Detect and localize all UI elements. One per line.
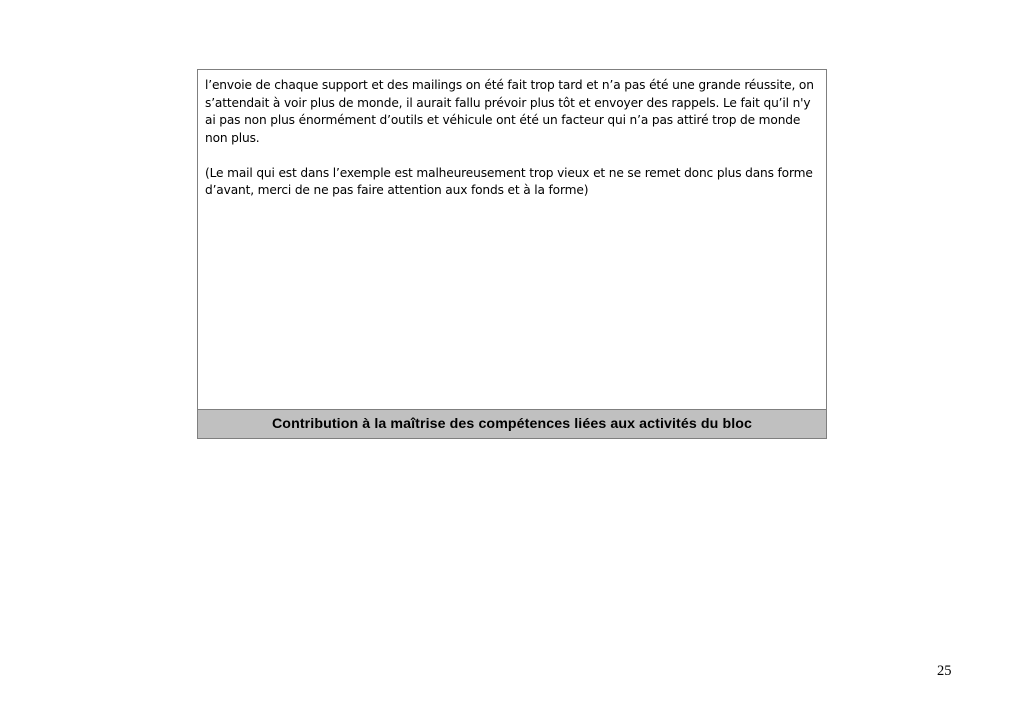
body-paragraph-2: (Le mail qui est dans l’exemple est malheureusement trop vieux et ne se remet donc plus dans forme d’avant, merci de ne pas faire attention aux fonds et à la forme) <box>205 165 813 197</box>
form-table <box>197 69 827 439</box>
page-number: 25 <box>937 663 952 679</box>
body-paragraph-1: l’envoie de chaque support et des mailings on été fait trop tard et n’a pas été une grande réussite, on s’attendait à voir plus de monde, il aurait fallu prévoir plus tôt et envoyer des rappels. Le fait qu’il n'y ai pas non plus énormément d’outils et véhicule ont été un facteur qui n’a pas attiré trop de monde non plus. <box>205 78 814 145</box>
section-header: Contribution à la maîtrise des compétences liées aux activités du bloc <box>198 409 826 438</box>
text-content-cell <box>198 70 826 409</box>
